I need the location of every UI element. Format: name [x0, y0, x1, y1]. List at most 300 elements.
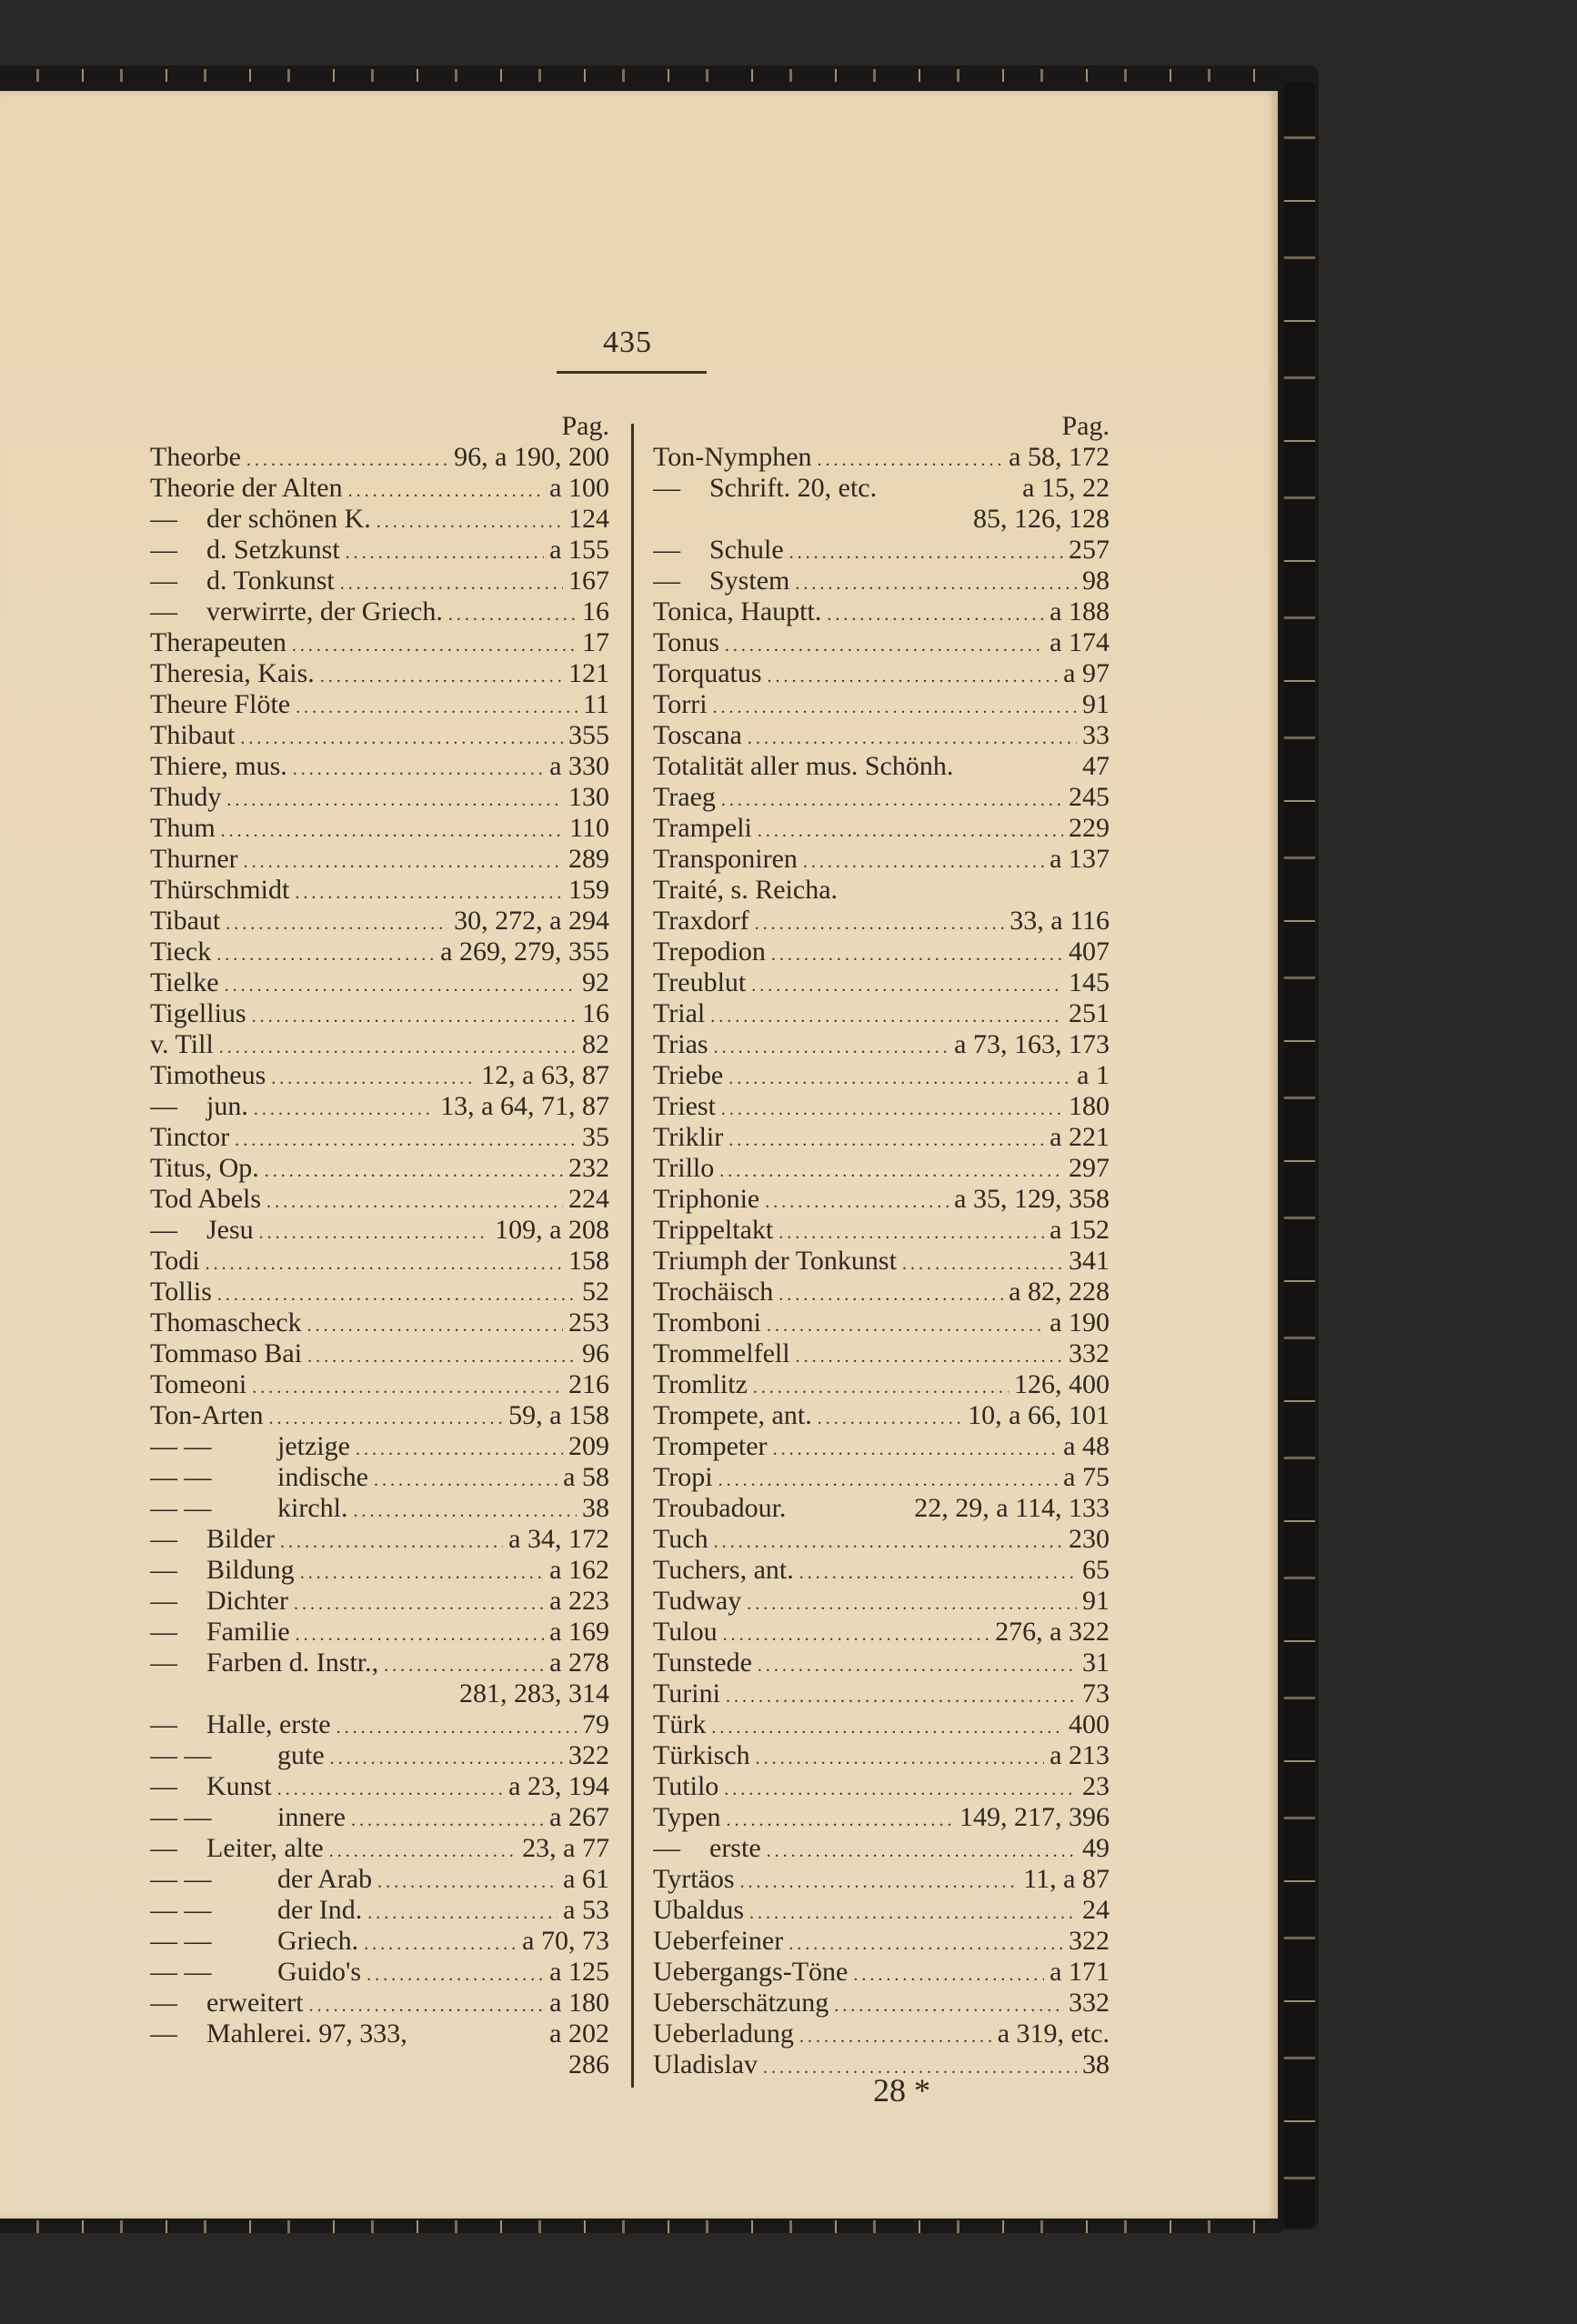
entry-pages: 209: [568, 1431, 609, 1461]
entry-pages: 257: [1069, 535, 1110, 565]
index-entry: [150, 1369, 609, 1400]
dot-leader: [254, 1094, 435, 1122]
dot-leader: [718, 1465, 1059, 1493]
index-entry: [150, 813, 609, 844]
entry-term: Familie: [206, 1617, 290, 1647]
entry-term: verwirrte, der Griech.: [206, 596, 443, 626]
entry-pages: 35: [582, 1122, 609, 1152]
dot-leader: [714, 1032, 949, 1060]
entry-term: Tomeoni: [150, 1369, 247, 1399]
index-entry: [653, 596, 1110, 627]
entry-indent-dash: —: [150, 1524, 177, 1554]
index-entry: [150, 1895, 609, 1926]
index-entries-left: [150, 442, 609, 2080]
entry-term: d. Tonkunst: [206, 566, 335, 596]
dot-leader: [448, 599, 577, 627]
entry-pages: 158: [568, 1246, 609, 1276]
entry-pages: 110: [569, 813, 609, 843]
entry-term: Tigellius: [150, 998, 246, 1028]
entry-term: Thomascheck: [150, 1307, 302, 1337]
entry-indent-dash: —: [150, 504, 177, 534]
entry-pages: 11: [583, 689, 609, 719]
index-entry: [653, 689, 1110, 720]
dot-leader: [727, 1805, 954, 1833]
entry-indent-dash: —: [653, 535, 680, 565]
entry-term: Theorbe: [150, 442, 241, 472]
entry-pages: a 48: [1063, 1431, 1110, 1461]
index-entry: [653, 627, 1110, 658]
entry-term: Trochäisch: [653, 1277, 774, 1307]
index-entry: [653, 566, 1110, 596]
index-entry: [653, 1246, 1110, 1277]
dot-leader: [340, 568, 563, 596]
entry-pages: a 174: [1050, 627, 1110, 657]
entry-pages: 355: [568, 720, 609, 750]
index-entry: [653, 1555, 1110, 1586]
index-entry: [653, 1307, 1110, 1338]
entry-term: Triklir: [653, 1122, 724, 1152]
cover-edge-right: [1284, 82, 1315, 2228]
dot-leader: [796, 1341, 1063, 1369]
index-entry: [653, 1369, 1110, 1400]
dot-leader: [818, 445, 1004, 473]
dot-leader: [778, 1279, 1003, 1307]
entry-indent-dash: —: [150, 1617, 177, 1647]
dot-leader: [834, 1990, 1063, 2018]
entry-term: Tielke: [150, 967, 219, 997]
entry-pages: 216: [568, 1369, 609, 1399]
index-entry: [150, 1833, 609, 1864]
entry-term: gute: [277, 1740, 325, 1770]
entry-term: System: [709, 566, 790, 596]
dot-leader: [751, 970, 1063, 998]
dot-leader: [853, 1959, 1044, 1988]
entry-pages: a 278: [549, 1648, 609, 1678]
dot-leader: [221, 816, 564, 844]
dot-leader: [721, 785, 1063, 813]
dot-leader: [724, 1774, 1077, 1802]
entry-term: Triphonie: [653, 1184, 760, 1214]
entry-term: Kunst: [206, 1771, 272, 1801]
entry-pages: 230: [1069, 1524, 1110, 1554]
entry-pages: a 34, 172: [508, 1524, 609, 1554]
entry-pages: 79: [582, 1709, 609, 1739]
entry-pages: 341: [1069, 1246, 1110, 1276]
dot-leader: [252, 1372, 563, 1400]
entry-term: Ueberschätzung: [653, 1988, 829, 2018]
entry-indent-dash: — —: [150, 1895, 212, 1925]
index-entry: [653, 813, 1110, 844]
dot-leader: [294, 1588, 544, 1617]
dot-leader: [799, 2021, 992, 2049]
index-entry: [653, 1771, 1110, 1802]
entry-pages: 281, 283, 314: [459, 1678, 609, 1708]
dot-leader: [749, 1898, 1077, 1926]
entry-term: Tuchers, ant.: [653, 1555, 794, 1585]
entry-term: Bildung: [206, 1555, 295, 1585]
entry-pages: 11, a 87: [1023, 1864, 1110, 1894]
dot-leader: [367, 1898, 557, 1926]
entry-term: jun.: [206, 1091, 248, 1121]
index-entry: [150, 782, 609, 813]
page-number-rule: [557, 371, 707, 374]
dot-leader: [329, 1836, 517, 1864]
dot-leader: [377, 506, 563, 535]
entry-indent-dash: —: [653, 566, 680, 596]
column-header-pag: Pag.: [561, 411, 609, 441]
index-entry: [150, 1060, 609, 1091]
dot-leader: [753, 1372, 1009, 1400]
entry-indent-dash: —: [150, 566, 177, 596]
index-entry: [150, 906, 609, 937]
index-entry: [653, 1864, 1110, 1895]
entry-pages: 31: [1082, 1648, 1110, 1678]
entry-term: Thum: [150, 813, 216, 843]
entry-term: Ueberfeiner: [653, 1926, 784, 1956]
index-entry: [150, 1029, 609, 1060]
index-entry: [653, 1060, 1110, 1091]
index-entry: [150, 1431, 609, 1462]
entry-pages: 130: [568, 782, 609, 812]
index-entry: [653, 1091, 1110, 1122]
entry-term: Thiere, mus.: [150, 751, 287, 781]
entry-pages: a 70, 73: [522, 1926, 609, 1956]
dot-leader: [320, 661, 563, 689]
cover-edge-bottom: [0, 2220, 1282, 2233]
dot-leader: [269, 1403, 504, 1431]
index-entry: [653, 1802, 1110, 1833]
entry-pages: a 152: [1050, 1215, 1110, 1245]
entry-pages: 276, a 322: [995, 1617, 1110, 1647]
cover-edge-top: [0, 69, 1282, 82]
dot-leader: [778, 1217, 1044, 1246]
entry-pages: 322: [568, 1740, 609, 1770]
entry-term: Tyrtäos: [653, 1864, 735, 1894]
entry-indent-dash: —: [150, 596, 177, 626]
entry-pages: 145: [1069, 967, 1110, 997]
entry-indent-dash: —: [653, 1833, 680, 1863]
index-entry: [653, 1833, 1110, 1864]
entry-pages: 332: [1069, 1988, 1110, 2018]
entry-indent-dash: — —: [150, 1864, 212, 1894]
dot-leader: [374, 1465, 557, 1493]
index-entry: [653, 875, 1110, 906]
entry-pages: a 319, etc.: [997, 2018, 1110, 2049]
entry-term: Ton-Nymphen: [653, 442, 812, 472]
index-entry: [653, 906, 1110, 937]
dot-leader: [767, 1836, 1077, 1864]
index-entry: [150, 1617, 609, 1648]
index-entry: [150, 689, 609, 720]
entry-pages: 121: [568, 658, 609, 688]
entry-pages: 96, a 190, 200: [454, 442, 609, 472]
dot-leader: [795, 568, 1077, 596]
signature-mark: 28 *: [873, 2072, 930, 2109]
entry-term: Schule: [709, 535, 784, 565]
entry-pages: 23: [1082, 1771, 1110, 1801]
entry-term: Timotheus: [150, 1060, 266, 1090]
entry-term: Uladislav: [653, 2049, 758, 2079]
index-entry: [150, 504, 609, 535]
dot-leader: [300, 1558, 544, 1586]
entry-term: Trepodion: [653, 937, 766, 967]
entry-term: Thibaut: [150, 720, 236, 750]
entry-pages: a 223: [549, 1586, 609, 1616]
index-entry: [653, 1153, 1110, 1184]
index-entry: [150, 844, 609, 875]
entry-pages: a 82, 228: [1009, 1277, 1110, 1307]
entry-pages: a 100: [549, 473, 609, 503]
index-entry: [150, 1246, 609, 1277]
dot-leader: [225, 970, 577, 998]
dot-leader: [244, 846, 563, 875]
index-entry: [150, 1184, 609, 1215]
index-entry: [653, 1524, 1110, 1555]
entry-term: Tulou: [653, 1617, 718, 1647]
dot-leader: [725, 630, 1044, 658]
dot-leader: [292, 630, 577, 658]
entry-term: Theresia, Kais.: [150, 658, 315, 688]
entry-pages: 33, a 116: [1009, 906, 1110, 936]
entry-pages: 59, a 158: [508, 1400, 609, 1430]
entry-indent-dash: —: [150, 1091, 177, 1121]
entry-pages: 52: [582, 1277, 609, 1307]
entry-pages: a 23, 194: [508, 1771, 609, 1801]
dot-leader: [330, 1743, 563, 1771]
dot-leader: [384, 1650, 544, 1678]
entry-pages: a 61: [563, 1864, 609, 1894]
entry-term: Thudy: [150, 782, 222, 812]
entry-term: Farben d. Instr.,: [206, 1648, 379, 1678]
index-entry: [150, 473, 609, 504]
index-entry: [150, 720, 609, 751]
entry-indent-dash: — —: [150, 1802, 212, 1832]
index-entry: [150, 1988, 609, 2018]
entry-pages: 91: [1082, 689, 1110, 719]
dot-leader: [356, 1434, 563, 1462]
entry-term: Tromboni: [653, 1307, 761, 1337]
dot-leader: [280, 1527, 503, 1555]
dot-leader: [711, 1712, 1063, 1740]
dot-leader: [818, 1403, 962, 1431]
dot-leader: [348, 476, 545, 504]
dot-leader: [364, 1928, 517, 1957]
entry-pages: 297: [1069, 1153, 1110, 1183]
entry-pages: 245: [1069, 782, 1110, 812]
entry-term: Triest: [653, 1091, 716, 1121]
entry-term: Troubadour.: [653, 1493, 787, 1523]
index-entry: [150, 1215, 609, 1246]
entry-pages: a 15, 22: [1022, 473, 1110, 503]
index-entry: [150, 1400, 609, 1431]
dot-leader: [721, 1094, 1063, 1122]
entry-term: Ton-Arten: [150, 1400, 264, 1430]
dot-leader: [367, 1959, 544, 1988]
dot-leader: [217, 1279, 577, 1307]
entry-term: Trommelfell: [653, 1338, 790, 1368]
index-entry: [653, 1895, 1110, 1926]
entry-term: Therapeuten: [150, 627, 286, 657]
dot-leader: [902, 1248, 1063, 1277]
index-entry: [653, 844, 1110, 875]
entry-pages: 47: [1082, 751, 1110, 781]
entry-pages: 13, a 64, 71, 87: [440, 1091, 609, 1121]
entry-pages: a 180: [549, 1988, 609, 2018]
entry-pages: 16: [582, 596, 609, 626]
entry-pages: a 202: [549, 2018, 609, 2049]
entry-term: Traeg: [653, 782, 716, 812]
entry-indent-dash: — —: [150, 1740, 212, 1770]
index-entry: [653, 1648, 1110, 1678]
entry-pages: 92: [582, 967, 609, 997]
index-entry: [150, 1648, 609, 1678]
entry-term: Trial: [653, 998, 706, 1028]
entry-pages: 38: [582, 1493, 609, 1523]
entry-pages: 82: [582, 1029, 609, 1059]
index-entry: [653, 782, 1110, 813]
entry-indent-dash: —: [150, 1215, 177, 1245]
dot-leader: [728, 1063, 1071, 1091]
entry-pages: a 53: [563, 1895, 609, 1925]
entry-pages: a 221: [1050, 1122, 1110, 1152]
entry-pages: 289: [568, 844, 609, 874]
entry-term: Theorie der Alten: [150, 473, 343, 503]
entry-pages: a 190: [1050, 1307, 1110, 1337]
dot-leader: [723, 1619, 990, 1648]
index-entry: [653, 1926, 1110, 1957]
index-entry: [653, 1957, 1110, 1988]
index-entry: [653, 1338, 1110, 1369]
entry-term: Trippeltakt: [653, 1215, 774, 1245]
entry-term: Trompeter: [653, 1431, 768, 1461]
entry-indent-dash: —: [150, 1771, 177, 1801]
entry-term: Tudway: [653, 1586, 742, 1616]
entry-pages: 22, 29, a 114, 133: [914, 1493, 1110, 1523]
entry-indent-dash: —: [150, 1648, 177, 1678]
entry-indent-dash: —: [150, 1833, 177, 1863]
entry-term: der Ind.: [277, 1895, 363, 1925]
index-entry: [150, 1740, 609, 1771]
index-entry: [653, 1215, 1110, 1246]
entry-term: der schönen K.: [206, 504, 371, 534]
entry-pages: 85, 126, 128: [973, 504, 1110, 534]
entry-term: Trias: [653, 1029, 708, 1059]
dot-leader: [351, 1805, 544, 1833]
entry-term: Tonica, Hauptt.: [653, 596, 822, 626]
entry-term: Theure Flöte: [150, 689, 291, 719]
index-entry: [150, 1122, 609, 1153]
entry-pages: 73: [1082, 1678, 1110, 1708]
entry-term: Turini: [653, 1678, 720, 1708]
entry-indent-dash: —: [150, 1555, 177, 1585]
entry-term: Tunstede: [653, 1648, 752, 1678]
index-entry: [150, 596, 609, 627]
entry-pages: a 269, 279, 355: [440, 937, 609, 967]
entry-term: Torri: [653, 689, 708, 719]
entry-pages: a 155: [549, 535, 609, 565]
entry-pages: a 267: [549, 1802, 609, 1832]
index-entries-right: [653, 442, 1110, 2080]
entry-term: Ueberladung: [653, 2018, 794, 2049]
index-entry: [150, 1277, 609, 1307]
entry-pages: a 330: [549, 751, 609, 781]
entry-term: Bilder: [206, 1524, 275, 1554]
entry-term: Traité, s. Reicha.: [653, 875, 839, 905]
entry-pages: 17: [582, 627, 609, 657]
index-entry: [653, 967, 1110, 998]
entry-pages: a 58: [563, 1462, 609, 1492]
entry-term: Tonus: [653, 627, 719, 657]
entry-pages: a 171: [1050, 1957, 1110, 1987]
index-entry: [653, 1122, 1110, 1153]
index-entry: [150, 875, 609, 906]
book-page: [0, 91, 1278, 2219]
dot-leader: [765, 1187, 949, 1215]
dot-leader: [307, 1310, 563, 1338]
column-header-pag: Pag.: [1061, 411, 1110, 441]
entry-term: Ubaldus: [653, 1895, 744, 1925]
entry-pages: 180: [1069, 1091, 1110, 1121]
entry-pages: 33: [1082, 720, 1110, 750]
index-entry: [150, 1864, 609, 1895]
index-entry: [150, 967, 609, 998]
entry-pages: a 169: [549, 1617, 609, 1647]
dot-leader: [768, 661, 1059, 689]
entry-pages: 126, 400: [1014, 1369, 1110, 1399]
entry-term: Guido's: [277, 1957, 362, 1987]
dot-leader: [219, 1032, 577, 1060]
index-entry: [150, 658, 609, 689]
index-entry: [653, 442, 1110, 473]
dot-leader: [719, 1156, 1063, 1184]
index-entry: [150, 751, 609, 782]
entry-indent-dash: — —: [150, 1431, 212, 1461]
index-entry: [653, 504, 1110, 535]
index-entry: [653, 1431, 1110, 1462]
dot-leader: [293, 754, 544, 782]
entry-pages: 109, a 208: [495, 1215, 609, 1245]
entry-indent-dash: —: [150, 1988, 177, 2018]
dot-leader: [714, 1527, 1063, 1555]
index-entry: [150, 1462, 609, 1493]
index-entry: [150, 2049, 609, 2080]
dot-leader: [377, 1867, 557, 1895]
index-entry: [150, 998, 609, 1029]
dot-leader: [296, 1619, 545, 1648]
entry-term: Tibaut: [150, 906, 221, 936]
entry-pages: a 97: [1063, 658, 1110, 688]
entry-term: Transponiren: [653, 844, 798, 874]
entry-indent-dash: —: [150, 1709, 177, 1739]
entry-pages: 38: [1082, 2049, 1110, 2079]
entry-term: Uebergangs-Töne: [653, 1957, 849, 1987]
dot-leader: [265, 1156, 563, 1184]
index-entry: [653, 1400, 1110, 1431]
entry-pages: a 162: [549, 1555, 609, 1585]
index-entry: [150, 1586, 609, 1617]
entry-indent-dash: — —: [150, 1462, 212, 1492]
dot-leader: [353, 1496, 577, 1524]
index-entry: [150, 1493, 609, 1524]
index-entry: [653, 1184, 1110, 1215]
entry-term: der Arab: [277, 1864, 373, 1894]
entry-pages: 23, a 77: [522, 1833, 609, 1863]
dot-leader: [235, 1125, 577, 1153]
entry-term: Türkisch: [653, 1740, 750, 1770]
entry-term: Trampeli: [653, 813, 752, 843]
page-number: 435: [603, 326, 652, 359]
dot-leader: [789, 537, 1063, 566]
